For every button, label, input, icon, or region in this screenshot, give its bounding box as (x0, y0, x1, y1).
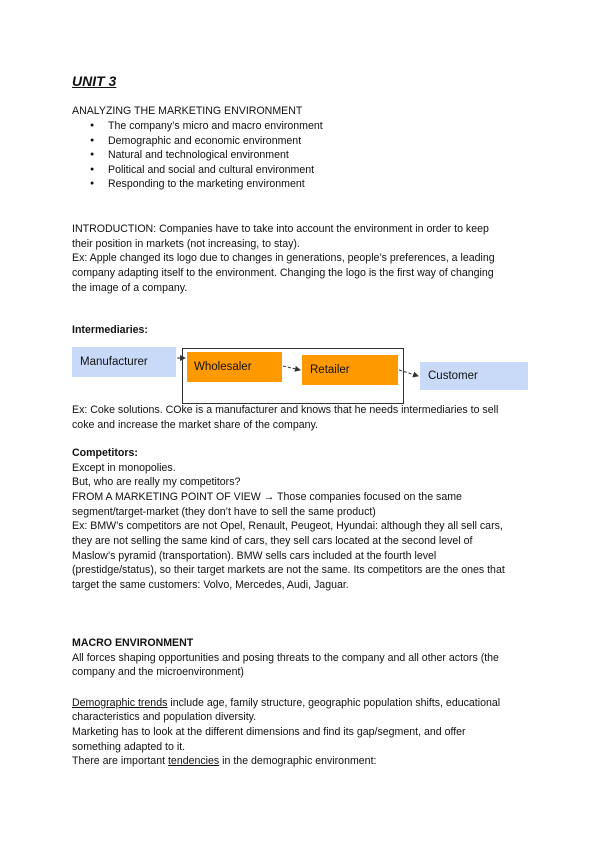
competitors-heading: Competitors: (72, 447, 138, 459)
demographic-line: something adapted to it. (72, 741, 186, 753)
competitors-line: Ex: BMW’s competitors are not Opel, Renault, Peugeot, Hyundai: although they all sell cars, (72, 520, 503, 532)
list-item: ● Responding to the marketing environment (90, 177, 323, 192)
list-item: ● Demographic and economic environment (90, 134, 323, 149)
competitors-line: target the same customers: Volvo, Mercedes, Audi, Jaguar. (72, 579, 349, 591)
competitors-line: Except in monopolies. (72, 462, 176, 474)
intermediaries-line: Ex: Coke solutions. COke is a manufacturer and knows that he needs intermediaries to sell (72, 404, 499, 416)
manufacturer-label: Manufacturer (80, 356, 148, 368)
intro-line: company adapting itself to the environment. Changing the logo is the first way of changing (72, 267, 494, 279)
retailer-label: Retailer (310, 364, 350, 376)
demographic-text: include age, family structure, geographic population shifts, educational (167, 697, 501, 709)
intro-line: their position in markets (not increasing, to stay). (72, 238, 300, 250)
diagram-arrows (0, 0, 600, 420)
competitors-line: they are not selling the same kind of cars, they sell cars located at the second level of (72, 535, 473, 547)
demographic-line (72, 696, 500, 710)
intro-line: the image of a company. (72, 282, 188, 294)
tendencies-line (72, 754, 376, 768)
macro-line: company and the microenvironment) (72, 666, 244, 678)
page-title: UNIT 3 (72, 73, 117, 89)
list-item: ● Natural and technological environment (90, 148, 323, 163)
intro-line: Ex: Apple changed its logo due to changes in generations, people’s preferences, a leading (72, 252, 495, 264)
demographic-trends-term: Demographic trends (72, 697, 168, 709)
competitors-line: segment/target-market (they don’t have to sell the same product) (72, 506, 376, 518)
wholesaler-label: Wholesaler (194, 361, 252, 373)
demographic-line: characteristics and population diversity. (72, 711, 257, 723)
section-heading: ANALYZING THE MARKETING ENVIRONMENT (72, 105, 303, 117)
competitors-line: Maslow’s pyramid (transportation). BMW sells cars included at the fourth level (72, 550, 437, 562)
tendencies-term: tendencies (167, 755, 220, 767)
arrow (399, 370, 418, 376)
list-item: ● Political and social and cultural environment (90, 163, 323, 178)
demographic-line: Marketing has to look at the different dimensions and find its gap/segment, and offer (72, 726, 466, 738)
list-item: ● The company’s micro and macro environment (90, 119, 323, 134)
competitors-line: But, who are really my competitors? (72, 476, 241, 488)
intro-line: INTRODUCTION: Companies have to take into account the environment in order to keep (72, 223, 489, 235)
intermediaries-heading: Intermediaries: (72, 324, 148, 336)
competitors-line: (prestidge/status), so their target markets are not the same. Its competitors are the ones that (72, 564, 505, 576)
tendencies-post: in the demographic environment: (219, 755, 377, 767)
tendencies-pre: There are important (72, 755, 168, 767)
customer-label: Customer (428, 370, 478, 382)
intermediaries-line: coke and increase the market share of the company. (72, 419, 318, 431)
arrow (283, 366, 300, 370)
macro-line: All forces shaping opportunities and posing threats to the company and all other actors (the (72, 652, 499, 664)
competitors-line: FROM A MARKETING POINT OF VIEW → Those companies focused on the same (72, 491, 462, 503)
macro-heading: MACRO ENVIRONMENT (72, 637, 194, 649)
